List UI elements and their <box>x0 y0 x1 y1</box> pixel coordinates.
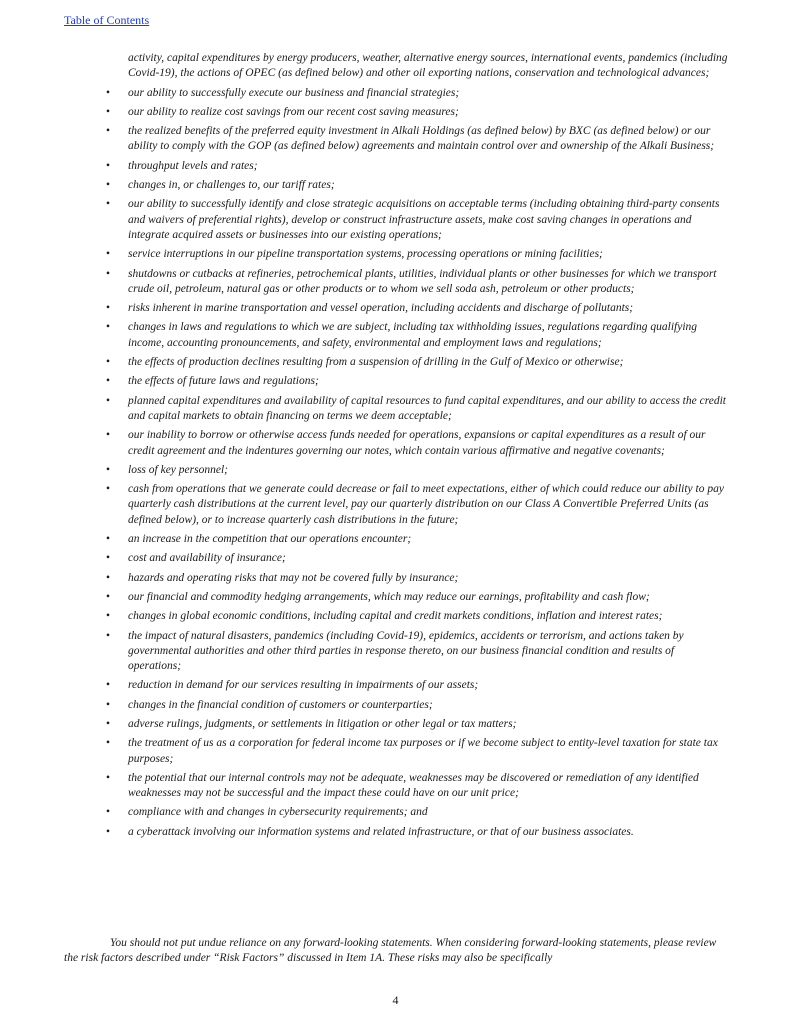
list-item <box>106 374 728 389</box>
list-item-text: the potential that our internal controls may not be adequate, weaknesses may be discovered or remediation of any identified weaknesses may not be successful and the impact these could have on our unit price; <box>128 771 699 800</box>
list-item-text: the effects of production declines resulting from a suspension of drilling in the Gulf of Mexico or otherwise; <box>128 356 624 369</box>
bullet-icon: • <box>106 806 111 819</box>
list-item-text: loss of key personnel; <box>128 463 228 476</box>
list-item-text: hazards and operating risks that may not be covered fully by insurance; <box>128 571 459 584</box>
bullet-icon: • <box>106 463 111 476</box>
bullet-icon: • <box>106 590 111 603</box>
list-item <box>106 267 728 298</box>
bullet-icon: • <box>106 356 111 369</box>
bullet-icon: • <box>106 610 111 623</box>
risk-bullet-list <box>106 86 728 840</box>
bullet-icon: • <box>106 571 111 584</box>
list-item-text: our financial and commodity hedging arrangements, which may reduce our earnings, profitability and cash flow; <box>128 590 650 603</box>
bullet-icon: • <box>106 483 111 496</box>
list-item <box>106 394 728 425</box>
list-item-text: our ability to successfully identify and close strategic acquisitions on acceptable terms (including obtaining third-party consents and waivers of preferential rights), develop or construct infrastructure assets, make cost saving changes in operations and integrate acquired assets or businesses into our existing operations; <box>128 198 720 241</box>
list-item-text: risks inherent in marine transportation and vessel operation, including accidents and discharge of pollutants; <box>128 302 634 315</box>
list-item-text: service interruptions in our pipeline transportation systems, processing operations or mining facilities; <box>128 248 603 261</box>
list-item-text: the treatment of us as a corporation for federal income tax purposes or if we become subject to entity-level taxation for state tax purposes; <box>128 737 718 765</box>
bullet-icon: • <box>106 267 111 280</box>
list-item <box>106 629 728 675</box>
bullet-icon: • <box>106 771 111 784</box>
list-item-text: adverse rulings, judgments, or settlements in litigation or other legal or tax matters; <box>128 717 517 730</box>
list-item-text: an increase in the competition that our operations encounter; <box>128 533 412 546</box>
list-item-text: shutdowns or cutbacks at refineries, petrochemical plants, utilities, individual plants or other businesses for which we transport crude oil, petroleum, natural gas or other products or to whom we sell soda ash, petroleum or other products; <box>128 267 717 295</box>
list-item-text: changes in global economic conditions, including capital and credit markets conditions, inflation and interest rates; <box>128 610 663 623</box>
list-item-text: our ability to realize cost savings from our recent cost saving measures; <box>128 105 459 118</box>
list-item <box>106 551 728 566</box>
list-item <box>106 105 728 120</box>
list-item-text: changes in the financial condition of customers or counterparties; <box>128 698 433 711</box>
list-item-text: reduction in demand for our services resulting in impairments of our assets; <box>128 679 479 692</box>
list-item-text: throughput levels and rates; <box>128 159 258 172</box>
list-item <box>106 159 728 174</box>
bullet-icon: • <box>106 321 111 334</box>
list-item <box>106 678 728 693</box>
bullet-icon: • <box>106 105 111 118</box>
list-item-text: changes in laws and regulations to which we are subject, including tax withholding issues, regulations regarding qualifying income, accounting pronouncements, and safety, environmental and employment laws and regulations; <box>128 321 698 349</box>
list-item <box>106 590 728 605</box>
list-item-text: changes in, or challenges to, our tariff rates; <box>128 179 335 192</box>
list-item <box>106 124 728 155</box>
bullet-icon: • <box>106 179 111 192</box>
list-item-text: our ability to successfully execute our business and financial strategies; <box>128 86 460 99</box>
bullet-icon: • <box>106 429 111 442</box>
bullet-icon: • <box>106 394 111 407</box>
list-item-text: cash from operations that we generate could decrease or fail to meet expectations, either of which could reduce our ability to pay quarterly cash distributions at the current level, pay our quarterly distribution on our Class A Convertible Preferred Units (as defined below), or to increase quarterly cash distributions in the future; <box>128 483 724 526</box>
bullet-icon: • <box>106 629 111 642</box>
list-item <box>106 247 728 262</box>
bullet-icon: • <box>106 375 111 388</box>
bullet-icon: • <box>106 198 111 211</box>
list-item <box>106 805 728 820</box>
page-number: 4 <box>392 993 399 1007</box>
list-item <box>106 825 728 840</box>
bullet-icon: • <box>106 302 111 315</box>
bullet-icon: • <box>106 86 111 99</box>
list-item <box>106 698 728 713</box>
bullet-icon: • <box>106 737 111 750</box>
bullet-icon: • <box>106 679 111 692</box>
list-item <box>106 178 728 193</box>
bullet-icon: • <box>106 159 111 172</box>
list-item <box>106 301 728 316</box>
list-item <box>106 771 728 802</box>
list-item <box>106 355 728 370</box>
list-item-text: the impact of natural disasters, pandemics (including Covid-19), epidemics, accidents or terrorism, and actions taken by governmental authorities and other third parties in response thereto, on our business financial condition and results of operations; <box>128 629 684 673</box>
list-item <box>106 532 728 547</box>
list-item <box>106 571 728 586</box>
list-item <box>106 320 728 351</box>
list-item <box>106 609 728 624</box>
forward-looking-risk-list <box>106 51 728 844</box>
bullet-icon: • <box>106 825 111 838</box>
bullet-icon: • <box>106 717 111 730</box>
list-item-text: the realized benefits of the preferred equity investment in Alkali Holdings (as defined below) by BXC (as defined below) or our ability to comply with the GOP (as defined below) agreements and maintain control over and ownership of the Alkali Business; <box>128 125 715 153</box>
table-of-contents-link[interactable]: Table of Contents <box>64 13 150 27</box>
list-item <box>106 86 728 101</box>
list-item-text: our inability to borrow or otherwise access funds needed for operations, expansions or capital expenditures as a result of our credit agreement and the indentures governing our notes, which contain various affirmative and negative covenants; <box>128 429 706 457</box>
list-item <box>106 736 728 767</box>
list-item-text: a cyberattack involving our information systems and related infrastructure, or that of our business associates. <box>128 825 634 838</box>
continuation-paragraph: activity, capital expenditures by energy producers, weather, alternative energy sources, international events, pandemics (including Covid-19), the actions of OPEC (as defined below) and other oil exporting nations, conservation and technological advances; <box>128 52 728 80</box>
list-item-text: compliance with and changes in cybersecurity requirements; and <box>128 806 428 819</box>
bullet-icon: • <box>106 248 111 261</box>
list-item-text: the effects of future laws and regulations; <box>128 375 319 388</box>
list-item-text: cost and availability of insurance; <box>128 552 286 565</box>
bullet-icon: • <box>106 533 111 546</box>
list-item <box>106 482 728 528</box>
list-item <box>106 717 728 732</box>
bullet-icon: • <box>106 698 111 711</box>
closing-paragraph: You should not put undue reliance on any forward-looking statements. When considering forward-looking statements, please review the risk factors described under “Risk Factors” discussed in Item 1A. These risks may also be specifically <box>64 937 717 965</box>
list-item-text: planned capital expenditures and availability of capital resources to fund capital expenditures, and our ability to access the credit and capital markets to obtain financing on terms we deem acceptable; <box>128 394 726 422</box>
list-item <box>106 428 728 459</box>
bullet-icon: • <box>106 125 111 138</box>
bullet-icon: • <box>106 552 111 565</box>
list-item <box>106 463 728 478</box>
list-item <box>106 197 728 243</box>
